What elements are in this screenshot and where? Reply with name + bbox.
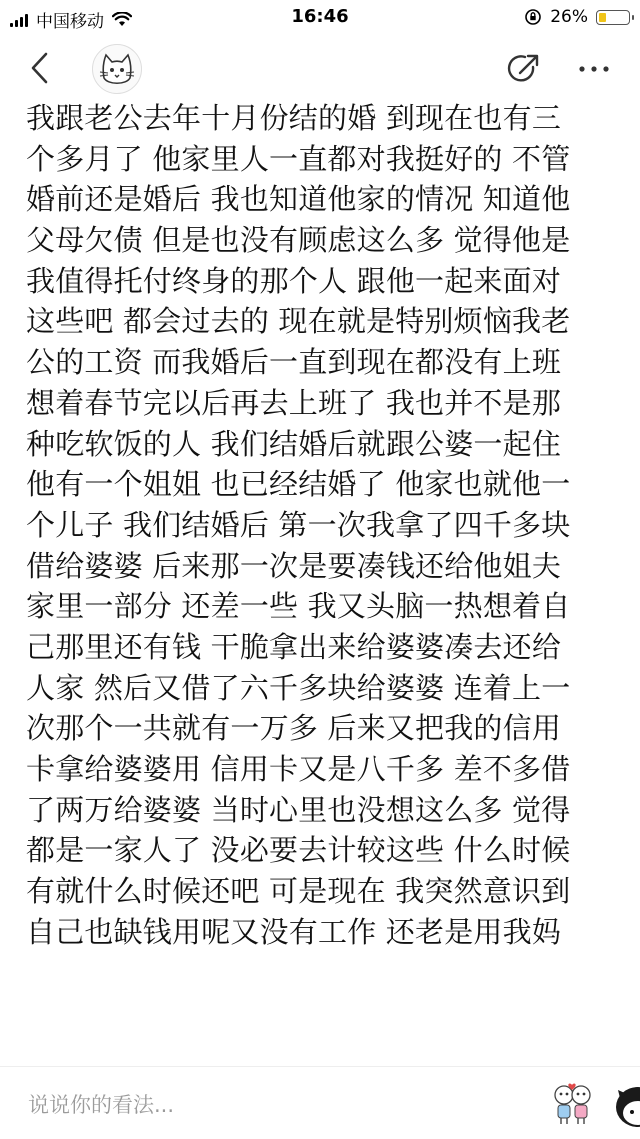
article-line: 想着春节完以后再去上班了 我也并不是那 xyxy=(26,385,562,420)
article-body xyxy=(26,98,616,952)
rotation-lock-icon xyxy=(524,8,542,26)
cat-face-icon xyxy=(93,45,141,93)
comment-bar xyxy=(0,1066,640,1139)
status-bar xyxy=(0,0,640,36)
cartoon-avatar-icon xyxy=(610,1077,640,1133)
article-line: 我跟老公去年十月份结的婚 到现在也有三 xyxy=(26,101,562,135)
article-line: 他有一个姐姐 也已经结婚了 他家也就他一 xyxy=(26,467,571,502)
battery-percent: 26% xyxy=(550,7,588,27)
article-line: 己那里还有钱 干脆拿出来给婆婆凑去还给 xyxy=(26,629,562,664)
article-line: 了两万给婆婆 当时心里也没想这么多 觉得 xyxy=(26,792,571,827)
nav-bar xyxy=(0,36,640,100)
share-button[interactable] xyxy=(500,46,546,92)
battery-fill xyxy=(599,13,606,22)
back-button[interactable] xyxy=(22,46,62,90)
article-line: 都是一家人了 没必要去计较这些 什么时候 xyxy=(26,833,571,868)
profile-button[interactable] xyxy=(610,1077,640,1133)
article-line: 个儿子 我们结婚后 第一次我拿了四千多块 xyxy=(26,507,571,542)
status-time: 16:46 xyxy=(291,6,349,27)
article-line: 公的工资 而我婚后一直到现在都没有上班 xyxy=(26,345,562,380)
sticker-button[interactable] xyxy=(548,1079,596,1127)
battery-icon xyxy=(596,10,630,25)
carrier-label: 中国移动 xyxy=(36,12,104,32)
chevron-left-icon xyxy=(22,46,62,90)
article-line: 父母欠债 但是也没有顾虑这么多 觉得他是 xyxy=(26,223,571,258)
more-button[interactable] xyxy=(572,52,618,86)
article-line: 家里一部分 还差一些 我又头脑一热想着自 xyxy=(26,589,571,624)
article-line: 婚前还是婚后 我也知道他家的情况 知道他 xyxy=(26,182,571,217)
article-line: 次那个一共就有一万多 后来又把我的信用 xyxy=(26,711,562,746)
article-line: 卡拿给婆婆用 信用卡又是八千多 差不多借 xyxy=(26,752,571,786)
article-line: 种吃软饭的人 我们结婚后就跟公婆一起住 xyxy=(26,426,562,461)
couple-sticker-icon xyxy=(548,1079,596,1127)
status-right xyxy=(524,7,630,27)
article-line: 我值得托付终身的那个人 跟他一起来面对 xyxy=(26,263,562,298)
ellipsis-icon xyxy=(572,52,618,86)
article-line: 借给婆婆 后来那一次是要凑钱还给他姐夫 xyxy=(26,548,562,583)
share-arrow-icon xyxy=(500,46,546,92)
article-line: 自己也缺钱用呢又没有工作 还老是用我妈 xyxy=(26,914,562,949)
article-line: 有就什么时候还吧 可是现在 我突然意识到 xyxy=(26,874,571,909)
article-line: 人家 然后又借了六千多块给婆婆 连着上一 xyxy=(26,670,571,705)
article-line: 这些吧 都会过去的 现在就是特别烦恼我老 xyxy=(26,304,571,339)
article-line: 个多月了 他家里人一直都对我挺好的 不管 xyxy=(26,141,571,176)
author-avatar[interactable] xyxy=(92,44,142,94)
comment-input[interactable]: 说说你的看法... xyxy=(28,1093,175,1117)
